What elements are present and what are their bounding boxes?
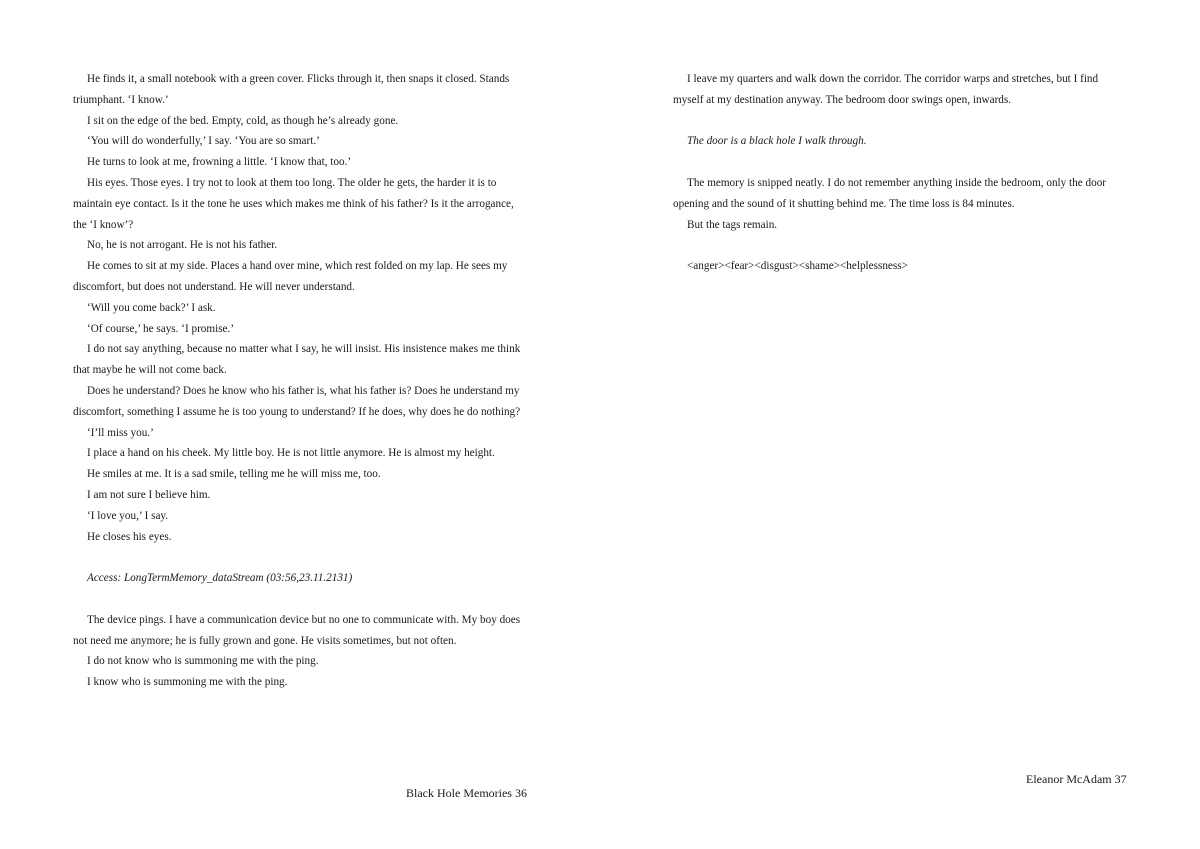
paragraph: The device pings. I have a communication device but no one to communicate with. My boy does not need me anymore; he is fully grown and gone. He visits sometimes, but not often.	[73, 613, 521, 647]
left-text-column	[73, 69, 528, 693]
paragraph: ‘Of course,’ he says. ‘I promise.’	[87, 322, 235, 335]
paragraph: No, he is not arrogant. He is not his father.	[87, 239, 278, 252]
paragraph: ‘I’ll miss you.’	[87, 426, 154, 439]
paragraph: I am not sure I believe him.	[87, 488, 211, 501]
paragraph: Does he understand? Does he know who his father is, what his father is? Does he understand my discomfort, something I assume he is too young to understand? If he does, why does he do nothing?	[73, 384, 521, 418]
section-gap	[73, 547, 528, 568]
paragraph: I do not say anything, because no matter what I say, he will insist. His insistence makes me think that maybe he will not come back.	[73, 343, 521, 377]
section-gap	[673, 152, 1128, 173]
paragraph: I sit on the edge of the bed. Empty, cold, as though he’s already gone.	[87, 114, 399, 127]
paragraph: The memory is snipped neatly. I do not remember anything inside the bedroom, only the door opening and the sound of it shutting behind me. The time loss is 84 minutes.	[673, 176, 1107, 210]
paragraph: He finds it, a small notebook with a green cover. Flicks through it, then snaps it closed. Stands triumphant. ‘I know.’	[73, 73, 510, 106]
paragraph: I leave my quarters and walk down the corridor. The corridor warps and stretches, but I find myself at my destination anyway. The bedroom door swings open, inwards.	[673, 73, 1099, 106]
paragraph: He comes to sit at my side. Places a hand over mine, which rest folded on my lap. He sees my discomfort, but does not understand. He will never understand.	[73, 260, 508, 293]
emotion-tags: <anger><fear><disgust><shame><helplessness>	[687, 260, 908, 273]
paragraph: ‘You will do wonderfully,’ I say. ‘You are so smart.’	[87, 135, 320, 148]
paragraph: ‘I love you,’ I say.	[87, 509, 169, 522]
section-gap	[73, 589, 528, 610]
access-log-line: Access: LongTermMemory_dataStream (03:56,23.11.2131)	[87, 572, 353, 585]
right-page-folio: Eleanor McAdam 37	[1026, 772, 1127, 786]
section-gap	[673, 235, 1128, 256]
paragraph: I place a hand on his cheek. My little boy. He is not little anymore. He is almost my height.	[87, 447, 495, 460]
paragraph: ‘Will you come back?’ I ask.	[87, 301, 216, 314]
paragraph: But the tags remain.	[687, 218, 778, 231]
italic-line: The door is a black hole I walk through.	[687, 135, 867, 148]
section-gap	[673, 111, 1128, 132]
right-text-column	[673, 69, 1128, 277]
paragraph: I know who is summoning me with the ping.	[87, 676, 288, 689]
paragraph: He closes his eyes.	[87, 530, 172, 543]
paragraph: His eyes. Those eyes. I try not to look at them too long. The older he gets, the harder it is to maintain eye contact. Is it the tone he uses which makes me think of his father? Is it the arrogance, the ‘I know’?	[73, 176, 514, 231]
paragraph: He smiles at me. It is a sad smile, telling me he will miss me, too.	[87, 468, 381, 481]
paragraph: He turns to look at me, frowning a little. ‘I know that, too.’	[87, 156, 352, 169]
paragraph: I do not know who is summoning me with the ping.	[87, 655, 319, 668]
left-page-folio: Black Hole Memories 36	[406, 786, 527, 800]
right-page	[600, 0, 1200, 849]
